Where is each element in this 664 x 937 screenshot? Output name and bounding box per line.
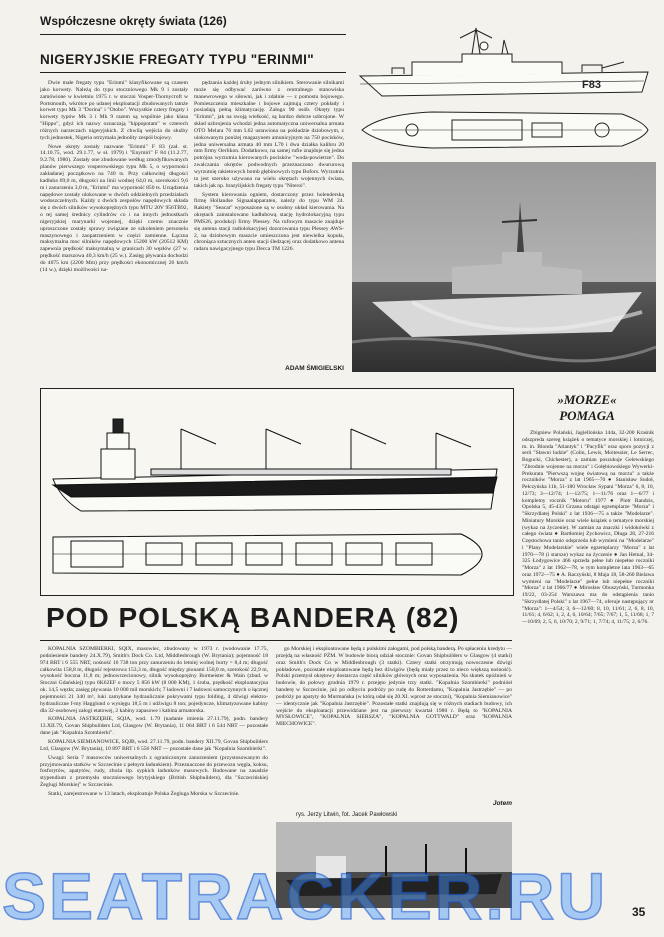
paragraph: Dwie małe fregaty typu "Erinmi" klasyfikowane są czasem jako korwety. Należą do typu stoczniowego Mk 9 i zostały zamówione w kwietniu 1975 r. w stoczni Vosper-Thornycroft w Portsmouth, wkrótce po udanej eksploatacji zbudowanych tamże korwet typu Mk 3 "Dorina" i "Otobo". Wszystkie cztery fregaty i korwety typów Mk 3 i Mk 9 razem są wspólnie jako klasa "Hippo", gdyż ich nazwy oznaczają "hippopotam" w czterech różnych narzeczach nigeryjskich. Z chwilą wejścia do służby tych jednostek, Nigeria otrzymała jednolity zespół bojowy.	[40, 80, 188, 141]
series-title: Współczesne okręty świata (126)	[40, 14, 227, 28]
paragraph: Uwagi: Seria 7 masowców uniwersalnych z ograniczonym zanurzeniem (przystosowanym do przyjmowania statków w Szczecinie z pełnym ładunkiem). Przeznaczone do przewozu węgla, koksu, fosforytów, apatytów, rudy, zboża itp. sypkich ładunków masowych. Budowane na zasadzie stypendium z przemysłu stoczniowego brytyjskiego (British Shipbuilders), dla "Szczecińskiej Żeglugi Morskiej" w Szczecinie.	[40, 754, 268, 789]
pennant-number: F83	[582, 79, 601, 91]
paragraph: Nowe okręty zostały nazwane "Erinmi" F 83 (zał. st. 14.10.75, wod. 29.1.77, w sł. 1979) i "Enymiri" F 84 (11.2.77, 9.2.78, 1980). Zostały one zbudowane według zmodyfikowanych planów pierwszego vosperowskiego typu Mk 5, o wyporności zakładanej początkowo na 740 ts. Przy całkowitej długości kadłuba 69,0 m, długości na linii wodnej 64,0 m, szerokości 9,6 m i zanurzeniu 3,0 m, "Erinmi" ma wyporność 850 ts. Urządzenia napędowe zostały ulokowane w dwóch oddzielnych przedziałach wodoszczelnych. Każdy z dwóch zespołów napędowych składa się z dwóch silników wysokoprężnych typu MTU 20V 956TB92, o tej samej średnicy cylindrów co i na innych jednostkach nigeryjskiej marynarki wojennej, dzięki czemu znacznie uproszczone zostały sprawy związane ze szkoleniem personelu maszynowego i zaopatrzeniem w części zamienne. Łączna maksymalna moc silników napędowych 15200 kW (20512 KM) zapewnia prędkość maksymalną w granicach 30 węzłów (27 w. prędkość marszowa 40,3 km/h (25 w.). Zasięg pływania dochodzi do 4075 km (2200 Mm) przy prędkości ekonomicznej 26 km/h (14 w.), dzięki możliwości na-	[40, 143, 188, 273]
paragraph: pędzania każdej śruby jednym silnikiem. Sterowanie silnikami może się odbywać zarówno z centralnego stanowiska manewrowego w siłowni, jak i zdalnie — z pomostu bojowego. Pomieszczenia mieszkalne i bojowe zajmują cztery pokłady i posiadają pełną klimatyzację. Załoga 90 osób. Okręty typu "Erinmi", jak na swoją wielkość, są bardzo dobrze uzbrojone. W skład uzbrojenia wchodzi jedna automatyczna uniwersalna armata OTO Melara 76 mm L62 ustawiona na pokładzie dziobowym, z ulokowanym poniżej magazynem amunicyjnym na 750 pocisków, jedna uniwersalna armata 40 mm L70 i dwa działka kalibru 20 mm firmy Oerlikon. Dodatkowo, na samej rufie znajduje się jedna potrójna wyrzutnia kierowanych pocisków "woda-powietrze". Do zwalczania okrętów podwodnych przeznaczono dwururową wyrzutnię rakietowych bomb głębinowych typu Bofors. Wyrzutnia ta jest szeroko używana na wielu okrętach wojennych świata, takich jak np. brazylijskich fregaty typu "Niteroi".	[194, 80, 344, 189]
paragraph: Statki, zarejestrowane w 13 latach, eksploatuje Polska Żegluga Morska w Szczecinie.	[48, 790, 240, 797]
morze-title-line-1: »MORZE«	[557, 392, 617, 407]
bulk-carrier-drawing-frame	[40, 388, 514, 596]
morze-pomaga-text	[522, 430, 654, 902]
frigate-plan	[362, 112, 648, 148]
header-rule	[40, 34, 346, 35]
article-title: NIGERYJSKIE FREGATY TYPU "ERINMI"	[40, 52, 315, 67]
section-rule	[40, 640, 512, 641]
morze-title-line-2: POMAGA	[559, 408, 615, 423]
frigate-drawing	[352, 10, 656, 160]
morze-pomaga-title	[522, 392, 652, 424]
frigate-photo	[352, 162, 656, 372]
paragraph: go Morskiej i eksploatowane będą z polskimi załogami, pod polską banderą. Po spłaceniu kredytu — przejdą na własność PŻM. W budowie biorą udział stocznie: Govan Shipbuilders w Glasgow (4 statki) oraz Smith's Dock Co w Middlesbrough (3 statki). Cztery statki otrzymują nowoczesne dźwigi pokładowe, pozostałe eksploatowane będą bez dźwigów (będą miały przez to nieco większą nośność). Polski przemysł okrętowy dostarcza część silników głównych oraz wyposażenia. Na skutek opóźnień w budowie, do połowy grudnia 1979 r. przejęto jedynie trzy statki. "Kopalnia Szombierki" podniósł banderę w Szczecinie, już po odbyciu podróży po rudę do Rotterdamu, "Kopalnia Jastrzębie" — po podróży po apatyty do Murmańska (w którą udał się 20.XI. wprost ze stoczni), "Kopalnia Siemianowice" — identycznie jak "Kopalnia Jastrzębie". Pozostałe statki znajdują się w różnych stadiach budowy, ich wejście do eksploatacji przewidziane jest na pierwszy kwartał 1980 r. Będą to "KOPALNIA MYSŁOWICE", "KOPALNIA SIERSZA", "KOPALNIA GOTTWALD" oraz "KOPALNIA MIECHOWICE".	[276, 646, 512, 728]
article2-column-1	[40, 646, 268, 884]
photo-caption: rys. Jerzy Litwin, fot. Jacek Pawłowski	[296, 812, 398, 818]
article1-author: ADAM ŚMIGIELSKI	[285, 365, 344, 372]
paragraph: Zbigniew Polański, Jagiellońska 144a, 32-200 Kraśnik odszpreda szereg książek o tematyce morskiej i lotniczej, m. in. Blonda "Atlantyk" i "Pacyfik" oraz sporo pozycji z serii "Sławni ludzie" (Colin, Lewis, Moitessier, Le Serrec, Bogucki, Chichester), a zamian poszukuje Gelewskiego "Zbrodnie wojenne na morzu" i Gołębiowskiego Wywerki-Prekurata "Pierwszą wojnę światową na morzu" a także roczników "Morza" z lat 1965—70 ● Stanisław Sudoł, Pełczyńska 11b, 51-180 Wrocław Sypani "Morza" 6, 8, 10, 12/73; 3—12/74; 1—12/75; 1—11/76 oraz 1—6/77 i kompletny rocznik "Motoru" 1977 ● Piotr Randzis, Opolska 5, 45-433 Grzana odstąpi egzemplarze "Morza" i "Skrzydlatej Polski" z lat 1936—75 a także "Modelarze". Miniatury Morskie oraz wiele książek o tematyce morskiej (wykaz na życzenie). W zamian za znaczki i widokówki z całego świata ● Bartłomiej Zychowicz, Długa 28, 27-216 Częstochowa tanio odsprzeda lub wymieni na "Modelarze" i "Plany Modelarskie" wiele egzemplarzy "Morza" z lat 1970—78 (i starsze) wykaz na życzenie ● Jan Hetnal, 34-325 Łodygowice 466 sprzeda pełne lub niepełne roczniki "Morza" z lat 1962—78, w tym kompletne lata 1963—65 oraz 1972—75 ● A. Raczyński, 8 Maja 18, 58-260 Bielawa wymieni na "Modelarze" pełne lub niepełne roczniki "Morza" z lat 1966/77 ● Mirosław Obuszyński, Turmonka 19/22, 03-254 Warszawa ma do odstąpienia tanio "Skrzydlatej Polski" z lat 1967—74, oferuje następujący nr "Morza": 1—4/54; 3, 6—12/60; 8, 10, 11/61; 2, 6, 8, 10, 11/61; 4, 6/62; 1, 2, 4, 6, 10/64; 7/65; 7/67; 1, 5, 11/68; 1, 7—10/69; 2, 5, 6, 10/70; 2, 9/71; 1, 7/74; 4, 11/75; 2, 6/76.	[522, 430, 654, 625]
article2-author: Jotem	[492, 800, 512, 807]
paragraph: KOPALNIA SIEMIANOWICE, SQJB, wod. 27.11.79, podn. bandery XII.79, Govan Shipbuilders Ltd, Glasgow (W. Brytania), 10 897 BRT i 6 556 NRT — pozostałe dane jak "Kopalnia Szombierki".	[40, 738, 268, 752]
section-title: POD POLSKĄ BANDERĄ (82)	[46, 602, 460, 633]
article1-column-2	[194, 80, 344, 360]
page-number: 35	[632, 905, 646, 919]
article2-column-2	[276, 646, 512, 796]
paragraph: KOPALNIA SZOMBIERKI, SQIX, masowiec, zbudowany w 1973 r. (wodowanie 17.75, podniesienie bandery 24.X.79), Smith's Dock Co. Ltd, Middlesbrough (W. Brytania); pojemność 18 974 BRT i 6 555 NRT, nośność 16 738 ton przy zanurzeniu do letniej wolnej burty = 8,4 m; długość całkowita 158,8 m, długość rejestrowa 153,3 m, długość między pionami 150,0 m, szerokość 22,9 m, wysokość boczna 11,8 m; jednowrzecionowy, silnik wysokoprężny Burmeister & Wain (zbud. w Stoczni Gdańskiej) typu 6K62EF o mocy 5 856 kW (8 000 KM), 1 śruba, prędkość eksploatacyjna ok. 14,5 węzła; zasięg pływania 10 000 mil morskich; 7 ładowni i 7 ładowni samoczynnych o łącznej pojemności 21 340 m³, luki zamykane hydraulicznie pokrywami typu folding, 4 dźwigi elektro-hydrauliczne f-my Hagglund o wysięgu 18,5 m i udźwigu 8 ton; pojedyncze, klimatyzowane kabiny dla 32-osobowej załogi etatowej, 2 kabiny zapasowe i kabina armatorska.	[40, 646, 268, 714]
title-rule	[40, 72, 346, 73]
watermark: SEATRACKER.RU	[2, 859, 609, 933]
article1-column-1	[40, 80, 188, 380]
bulk-carrier-drawing	[41, 389, 513, 595]
paragraph: KOPALNIA JASTRZĘBIE, SQJA, wod. 1.79 (nadanie imienia 27.11.79), podn. bandery 13.XII.79, Govan Shipbuilders Ltd, Glasgow (W. Brytania), 11 064 BRT i 6 544 NRT — pozostałe dane jak "Kopalnia Szombierki".	[40, 716, 268, 737]
frigate-profile	[360, 28, 648, 96]
paragraph: System kierowania ogniem, dostarczony przez holenderską firmę Hollandse Signaalapparaten, należy do typu WM 24. Rakiety "Seacat" wyposażone są w osobny układ kierowania. Na okrętach zainstalowano kadłubową stację hydrolokacyjną typu PMS26, produkcji firmy Plessey. Na rufowym maszcie znajduje się antena stacji radiolokacyjnej dozorowania typu Plessey AWS-2, na dziobowym maszcie umieszczona jest niewielka kopuła, chroniąca sztucznych anten stacji śledzącej oraz dodatkowo antena radaru nawigacyjnego typu Decca TM 1226.	[194, 191, 344, 253]
